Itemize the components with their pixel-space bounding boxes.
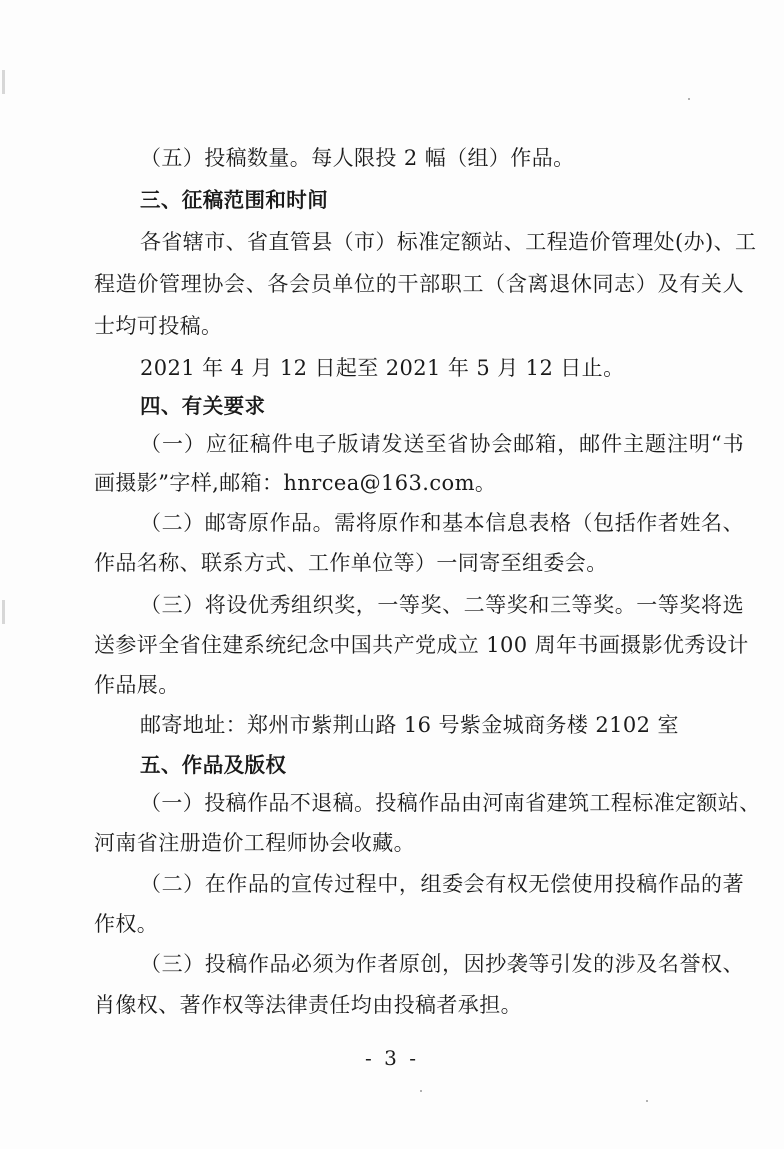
scan-edge-mark (2, 70, 5, 94)
page-number: - 3 - (365, 1046, 419, 1070)
paragraph-line: 2021 年 4 月 12 日起至 2021 年 5 月 12 日止。 (140, 356, 625, 380)
paragraph-line: （三）将设优秀组织奖，一等奖、二等奖和三等奖。一等奖将选 (140, 593, 744, 617)
paragraph-line: 画摄影”字样,邮箱：hnrcea@163.com。 (94, 471, 497, 495)
paragraph-line: 作品展。 (94, 673, 180, 697)
paragraph-line: （一）应征稿件电子版请发送至省协会邮箱，邮件主题注明“书 (140, 432, 744, 456)
paragraph-line: 程造价管理协会、各会员单位的干部职工（含离退休同志）及有关人 (94, 272, 744, 296)
paragraph-line: （一）投稿作品不退稿。投稿作品由河南省建筑工程标准定额站、 (140, 791, 761, 815)
scan-speck (420, 1090, 422, 1092)
mailing-address: 邮寄地址：郑州市紫荆山路 16 号紫金城商务楼 2102 室 (140, 713, 679, 737)
scan-speck (646, 1100, 648, 1102)
paragraph-line: （二）邮寄原作品。需将原作和基本信息表格（包括作者姓名、 (140, 511, 744, 535)
paragraph-line: 河南省注册造价工程师协会收藏。 (94, 831, 415, 855)
paragraph-line: 肖像权、著作权等法律责任均由投稿者承担。 (94, 993, 522, 1017)
scan-speck (688, 98, 690, 100)
section-heading: 三、征稿范围和时间 (140, 188, 329, 212)
scan-edge-mark (2, 600, 5, 624)
paragraph-line: （五）投稿数量。每人限投 2 幅（组）作品。 (140, 146, 575, 170)
paragraph-line: （二）在作品的宣传过程中，组委会有权无偿使用投稿作品的著 (140, 872, 744, 896)
paragraph-line: （三）投稿作品必须为作者原创，因抄袭等引发的涉及名誉权、 (140, 952, 744, 976)
paragraph-line: 送参评全省住建系统纪念中国共产党成立 100 周年书画摄影优秀设计 (94, 633, 749, 657)
section-heading: 四、有关要求 (140, 394, 266, 418)
paragraph-line: 各省辖市、省直管县（市）标准定额站、工程造价管理处(办)、工 (140, 230, 757, 254)
section-heading: 五、作品及版权 (140, 753, 287, 777)
paragraph-line: 士均可投稿。 (94, 314, 223, 338)
paragraph-line: 作权。 (94, 912, 159, 936)
paragraph-line: 作品名称、联系方式、工作单位等）一同寄至组委会。 (94, 551, 608, 575)
